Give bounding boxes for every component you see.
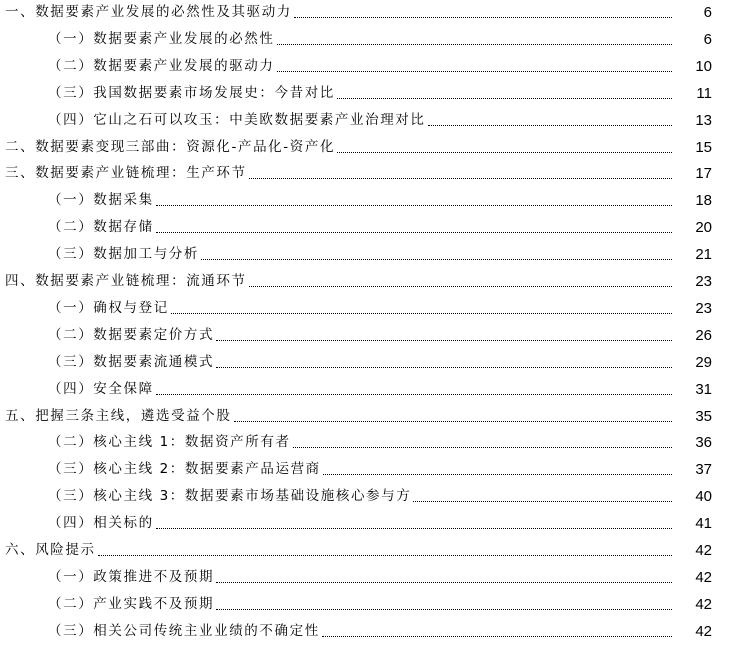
dot-leader: [234, 421, 673, 422]
toc-page-number[interactable]: 11: [696, 84, 712, 102]
toc-entry-title[interactable]: （二）数据存储: [48, 219, 154, 236]
dot-leader: [322, 636, 672, 637]
toc-page-number[interactable]: 23: [695, 299, 712, 317]
toc-subsection-entry[interactable]: [0, 349, 731, 376]
toc-entry-title[interactable]: 四、数据要素产业链梳理：流通环节: [5, 273, 247, 289]
toc-section-entry[interactable]: [0, 268, 731, 295]
toc-page-number[interactable]: 23: [695, 273, 712, 290]
toc-page-number[interactable]: 26: [695, 326, 712, 344]
toc-page-number[interactable]: 42: [695, 595, 712, 613]
toc-entry-title[interactable]: （一）政策推进不及预期: [48, 568, 215, 585]
toc-entry-title[interactable]: 一、数据要素产业发展的必然性及其驱动力: [5, 4, 292, 20]
toc-entry-title[interactable]: （三）数据加工与分析: [48, 246, 199, 263]
toc-page-number[interactable]: 6: [703, 4, 712, 21]
toc-entry-title[interactable]: （一）数据要素产业发展的必然性: [48, 30, 275, 47]
toc-entry-title[interactable]: （二）数据要素产业发展的驱动力: [48, 57, 275, 74]
toc-page-number[interactable]: 13: [695, 111, 712, 129]
dot-leader: [216, 609, 672, 610]
toc-entry-title[interactable]: （二）数据要素定价方式: [48, 326, 215, 343]
toc-entry-title[interactable]: 六、风险提示: [5, 542, 96, 558]
toc-section-entry[interactable]: [0, 403, 731, 430]
dot-leader: [156, 232, 672, 233]
dot-leader: [249, 286, 672, 287]
toc-page-number[interactable]: 6: [703, 30, 712, 48]
toc-entry-title[interactable]: （二）核心主线 1：数据资产所有者: [48, 434, 291, 451]
dot-leader: [171, 313, 672, 314]
dot-leader: [428, 125, 673, 126]
dot-leader: [323, 474, 672, 475]
dot-leader: [156, 205, 672, 206]
toc-subsection-entry[interactable]: [0, 510, 731, 537]
toc-section-entry[interactable]: [0, 0, 731, 26]
toc-page-number[interactable]: 15: [695, 138, 712, 156]
toc-entry-title[interactable]: （四）相关标的: [48, 515, 154, 532]
dot-leader: [156, 394, 672, 395]
toc-entry-title[interactable]: 五、把握三条主线，遴选受益个股: [5, 407, 232, 424]
toc-subsection-entry[interactable]: [0, 618, 731, 645]
toc-entry-title[interactable]: （三）核心主线 2：数据要素产品运营商: [48, 461, 321, 478]
toc-entry-title[interactable]: （四）安全保障: [48, 380, 154, 397]
toc-page-number[interactable]: 42: [695, 622, 712, 640]
toc-page-number[interactable]: 29: [695, 353, 712, 371]
toc-section-entry[interactable]: [0, 160, 731, 187]
dot-leader: [201, 259, 672, 260]
toc-entry-title[interactable]: 三、数据要素产业链梳理：生产环节: [5, 165, 247, 182]
toc-subsection-entry[interactable]: [0, 322, 731, 349]
toc-page-number[interactable]: 18: [695, 192, 712, 210]
toc-page-number[interactable]: 36: [695, 434, 712, 452]
toc-entry-title[interactable]: 二、数据要素变现三部曲：资源化-产品化-资产化: [5, 138, 336, 155]
toc-page-number[interactable]: 21: [695, 246, 712, 264]
dot-leader: [277, 44, 673, 45]
toc-section-entry[interactable]: [0, 134, 731, 161]
toc-subsection-entry[interactable]: [0, 456, 731, 483]
toc-entry-title[interactable]: （一）确权与登记: [48, 299, 169, 316]
toc-page-number[interactable]: 37: [695, 461, 712, 479]
dot-leader: [277, 71, 673, 72]
dot-leader: [337, 152, 672, 153]
dot-leader: [156, 528, 672, 529]
toc-subsection-entry[interactable]: [0, 107, 731, 134]
toc-page-number[interactable]: 41: [695, 515, 712, 533]
toc-subsection-entry[interactable]: [0, 591, 731, 618]
toc-subsection-entry[interactable]: [0, 564, 731, 591]
toc-page-number[interactable]: 17: [695, 165, 712, 183]
toc-entry-title[interactable]: （四）它山之石可以攻玉：中美欧数据要素产业治理对比: [48, 111, 426, 128]
toc-entry-title[interactable]: （三）我国数据要素市场发展史：今昔对比: [48, 84, 335, 101]
toc-page-number[interactable]: 20: [695, 219, 712, 237]
toc-subsection-entry[interactable]: [0, 241, 731, 268]
toc-entry-title[interactable]: （一）数据采集: [48, 192, 154, 209]
dot-leader: [413, 501, 672, 502]
toc-entry-title[interactable]: （三）数据要素流通模式: [48, 353, 215, 370]
toc-page-number[interactable]: 10: [695, 57, 712, 75]
toc-subsection-entry[interactable]: [0, 80, 731, 107]
toc-subsection-entry[interactable]: [0, 187, 731, 214]
toc-page-number[interactable]: 35: [695, 407, 712, 425]
toc-subsection-entry[interactable]: [0, 26, 731, 53]
toc-subsection-entry[interactable]: [0, 376, 731, 403]
dot-leader: [249, 178, 672, 179]
dot-leader: [216, 582, 672, 583]
toc-entry-title[interactable]: （二）产业实践不及预期: [48, 595, 215, 612]
toc-entry-title[interactable]: （三）核心主线 3：数据要素市场基础设施核心参与方: [48, 488, 412, 505]
toc-page-number[interactable]: 40: [695, 488, 712, 506]
dot-leader: [337, 98, 672, 99]
toc-page-number[interactable]: 42: [695, 542, 712, 559]
toc-entry-title[interactable]: （三）相关公司传统主业业绩的不确定性: [48, 622, 320, 639]
toc-subsection-entry[interactable]: [0, 53, 731, 80]
dot-leader: [294, 17, 672, 18]
toc-section-entry[interactable]: [0, 537, 731, 564]
dot-leader: [293, 447, 672, 448]
toc-subsection-entry[interactable]: [0, 483, 731, 510]
dot-leader: [216, 367, 672, 368]
dot-leader: [216, 340, 672, 341]
toc-subsection-entry[interactable]: [0, 214, 731, 241]
toc-page-number[interactable]: 42: [695, 568, 712, 586]
toc-subsection-entry[interactable]: [0, 295, 731, 322]
toc-page-number[interactable]: 31: [695, 380, 712, 398]
toc-subsection-entry[interactable]: [0, 429, 731, 456]
dot-leader: [98, 555, 672, 556]
